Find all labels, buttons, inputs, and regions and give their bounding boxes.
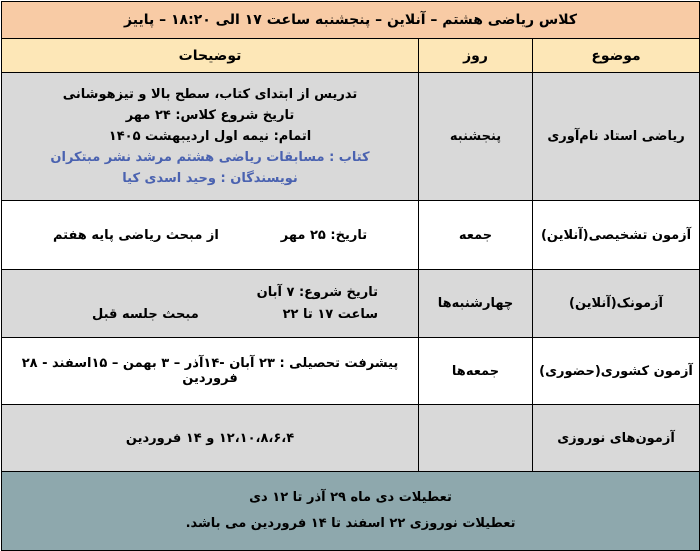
row-description: پیشرفت تحصیلی : ۲۳ آبان -۱۴آذر – ۳ بهمن – ۱۵اسفند - ۲۸ فروردین <box>2 338 419 405</box>
row-subject: آزمون‌های نوروزی <box>533 405 700 472</box>
table-row <box>2 405 700 472</box>
footer-line: تعطیلات نوروزی ۲۲ اسفند تا ۱۴ فروردین می باشد. <box>185 516 516 531</box>
authors-line: نویسندگان : وحید اسدی کیا <box>122 171 298 186</box>
book-line: کتاب : مسابقات ریاضی هشتم مرشد نشر مبتکران <box>50 150 370 165</box>
row-description <box>2 270 419 338</box>
row-description <box>2 201 419 270</box>
row-day: چهارشنبه‌ها <box>419 270 533 338</box>
row-day: پنجشنبه <box>419 73 533 201</box>
table-row <box>2 270 700 338</box>
header-day: روز <box>419 39 533 73</box>
footer-line: تعطیلات دی ماه ۲۹ آذر تا ۱۲ دی <box>249 490 452 505</box>
row-description <box>2 73 419 201</box>
desc-line: تاریخ شروع کلاس: ۲۴ مهر <box>125 108 295 123</box>
row-subject: آزمون تشخیصی(آنلاین) <box>533 201 700 270</box>
desc-topic: مبحث جلسه قبل <box>92 306 199 322</box>
desc-line: تدریس از ابتدای کتاب، سطح بالا و تیزهوشانی <box>62 87 358 102</box>
schedule-table <box>1 1 700 551</box>
desc-time: ساعت ۱۷ تا ۲۲ <box>282 306 379 322</box>
table-title: کلاس ریاضی هشتم – آنلاین – پنجشنبه ساعت ۱۷ الی ۱۸:۲۰ – پاییز <box>2 2 700 39</box>
table-row <box>2 73 700 201</box>
desc-topic: از مبحث ریاضی پایه هفتم <box>52 227 219 243</box>
row-day: جمعه <box>419 201 533 270</box>
footer-notes <box>2 472 700 551</box>
header-description: توضیحات <box>2 39 419 73</box>
row-day <box>419 405 533 472</box>
schedule-document <box>1 1 699 546</box>
row-subject: آزمونک(آنلاین) <box>533 270 700 338</box>
row-day: جمعه‌ها <box>419 338 533 405</box>
row-subject: آزمون کشوری(حضوری) <box>533 338 700 405</box>
desc-start-date: تاریخ شروع: ۷ آبان <box>256 284 379 300</box>
desc-date: تاریخ: ۲۵ مهر <box>280 227 368 243</box>
table-row <box>2 201 700 270</box>
desc-line: اتمام: نیمه اول اردیبهشت ۱۴۰۵ <box>108 129 312 144</box>
table-row <box>2 338 700 405</box>
header-subject: موضوع <box>533 39 700 73</box>
row-description: ۱۲،۱۰،۸،۶،۴ و ۱۴ فروردین <box>2 405 419 472</box>
row-subject: ریاضی استاد نام‌آوری <box>533 73 700 201</box>
